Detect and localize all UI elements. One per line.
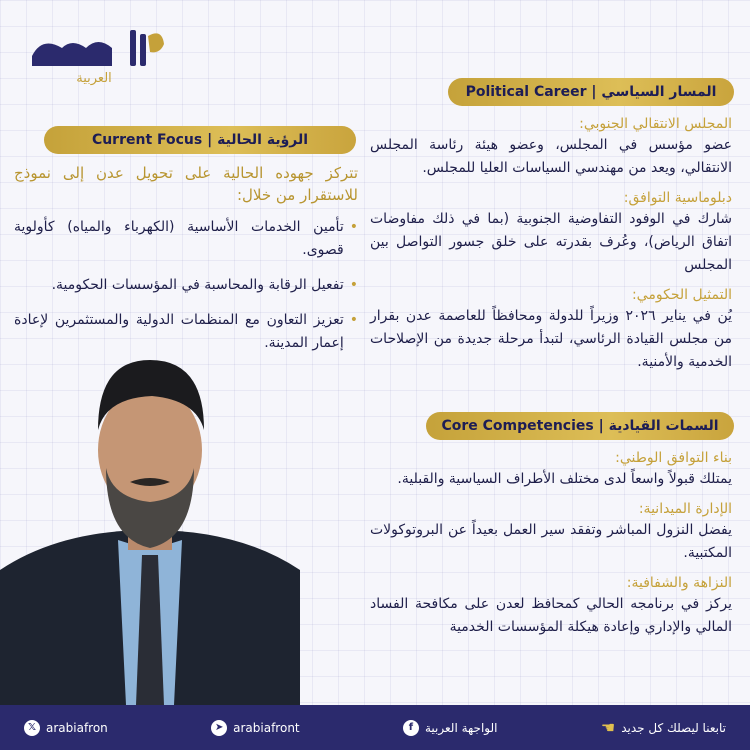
focus-column (14, 162, 358, 367)
competencies-column (370, 448, 732, 647)
portrait-photo (0, 350, 300, 705)
twitter-link[interactable]: 𝕏 arabiafron (24, 720, 108, 736)
career-heading: المجلس الانتقالي الجنوبي: (579, 116, 732, 132)
career-text: يُن في يناير ٢٠٢٦ وزيراً للدولة ومحافظاً للعاصمة عدن بقرار من مجلس القيادة الرئاسي، لتبدأ مرحلة جديدة من الإصلاحات الخدمية والأمنية. (370, 308, 732, 370)
telegram-link[interactable]: ➤ arabiafront (211, 720, 300, 736)
facebook-icon: f (403, 720, 419, 736)
follow-us: ☚ تابعنا ليصلك كل جديد (600, 718, 726, 737)
section-political-career: Political Career | المسار السياسي (448, 78, 734, 106)
career-heading: دبلوماسية التوافق: (623, 190, 732, 206)
bullet-icon: • (349, 277, 358, 293)
bullet-icon: • (349, 219, 358, 235)
competency-heading: بناء التوافق الوطني: (615, 450, 732, 466)
telegram-icon: ➤ (211, 720, 227, 736)
focus-lead: تتركز جهوده الحالية على تحويل عدن إلى نموذج للاستقرار من خلال: (14, 164, 358, 204)
svg-text:العربية: العربية (76, 71, 112, 86)
bullet-icon: • (349, 312, 358, 328)
career-text: شارك في الوفود التفاوضية الجنوبية (بما في ذلك مفاوضات اتفاق الرياض)، وعُرف بقدرته على خلق جسور التواصل بين المجلس (370, 211, 732, 273)
career-heading: التمثيل الحكومي: (631, 287, 732, 303)
career-column (370, 114, 732, 382)
competency-text: يركز في برنامجه الحالي كمحافظ لعدن على مكافحة الفساد المالي والإداري وإعادة هيكلة المؤسسات الخدمية (370, 596, 732, 635)
facebook-link[interactable]: f الواجهة العربية (403, 720, 498, 736)
section-core-competencies: Core Competencies | السمات القيادية (426, 412, 734, 440)
brand-logo (22, 26, 172, 86)
list-item: • تفعيل الرقابة والمحاسبة في المؤسسات الحكومية. (14, 274, 358, 297)
competency-text: يمتلك قبولاً واسعاً لدى مختلف الأطراف السياسية والقبلية. (397, 471, 732, 487)
x-twitter-icon: 𝕏 (24, 720, 40, 736)
footer-bar (0, 705, 750, 750)
competency-heading: الإدارة الميدانية: (638, 501, 732, 517)
list-item: • تأمين الخدمات الأساسية (الكهرباء والمياه) كأولوية قصوى. (14, 216, 358, 262)
competency-text: يفضل النزول المباشر وتفقد سير العمل بعيداً عن البروتوكولات المكتبية. (370, 522, 732, 561)
section-current-focus: Current Focus | الرؤية الحالية (44, 126, 356, 154)
competency-heading: النزاهة والشفافية: (626, 575, 732, 591)
list-item: • تعزيز التعاون مع المنظمات الدولية والمستثمرين لإعادة إعمار المدينة. (14, 309, 358, 355)
pointing-hand-icon: ☚ (600, 718, 616, 737)
career-text: عضو مؤسس في المجلس، وعضو هيئة رئاسة المجلس الانتقالي، ويعد من مهندسي السياسات العليا للمجلس. (370, 137, 732, 176)
